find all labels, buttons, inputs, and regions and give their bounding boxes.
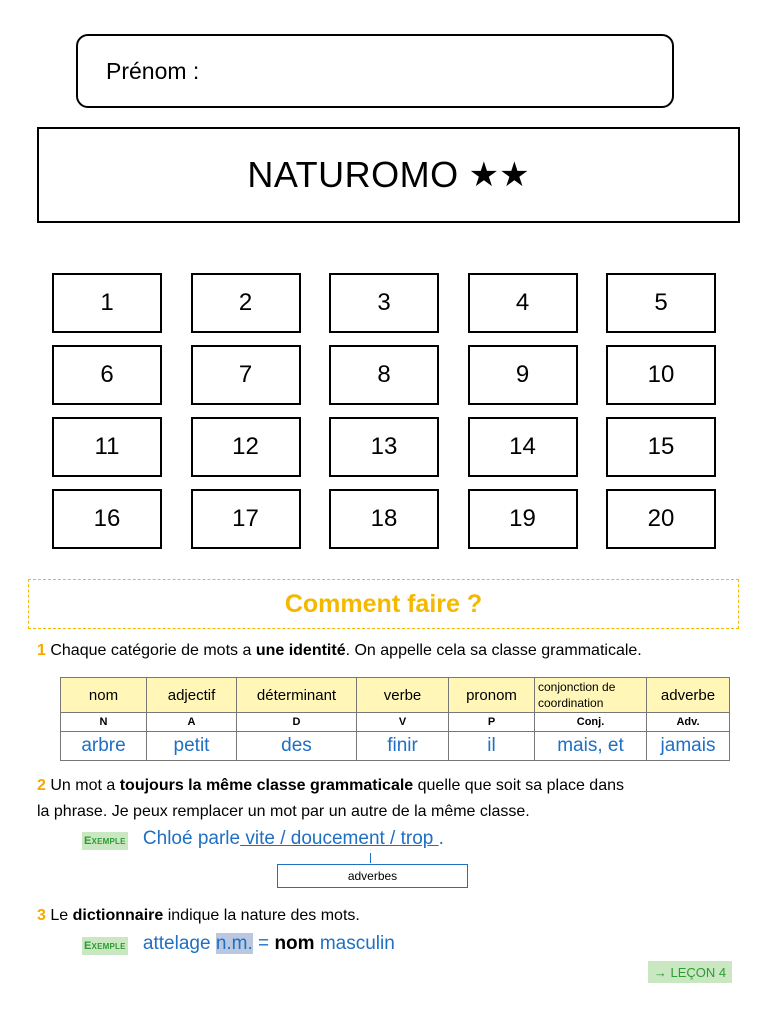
table-header: déterminant bbox=[237, 678, 357, 713]
table-header-row bbox=[61, 678, 730, 713]
table-cell: Adv. bbox=[647, 713, 730, 732]
example-text: masculin bbox=[314, 933, 395, 954]
rule-number: 1 bbox=[37, 642, 46, 659]
table-cell: jamais bbox=[647, 732, 730, 761]
table-header: pronom bbox=[449, 678, 535, 713]
number-cell: 20 bbox=[606, 489, 716, 549]
number-cell: 18 bbox=[329, 489, 439, 549]
example-underlined: vite / doucement / trop bbox=[240, 828, 439, 849]
rule-text: indique la nature des mots. bbox=[163, 907, 360, 924]
annotation-label: adverbes bbox=[347, 869, 398, 883]
example-text: Chloé parle bbox=[142, 828, 241, 849]
rule-bold: dictionnaire bbox=[72, 907, 164, 924]
number-cell: 16 bbox=[52, 489, 162, 549]
table-cell: Conj. bbox=[535, 713, 647, 732]
rule-bold: une identité bbox=[255, 642, 346, 659]
rule-text: Chaque catégorie de mots a bbox=[45, 642, 256, 659]
number-cell: 2 bbox=[191, 273, 301, 333]
table-header: adjectif bbox=[147, 678, 237, 713]
table-row bbox=[61, 732, 730, 761]
example-1 bbox=[82, 828, 444, 850]
number-grid bbox=[52, 273, 717, 556]
difficulty-stars-icon: ★★ bbox=[468, 156, 530, 194]
table-cell: arbre bbox=[61, 732, 147, 761]
table-cell: N bbox=[61, 713, 147, 732]
table-cell: petit bbox=[147, 732, 237, 761]
rule-text: quelle que soit sa place dans bbox=[413, 777, 624, 794]
rule-text: la phrase. Je peux remplacer un mot par un autre de la même classe. bbox=[37, 803, 530, 820]
example-text: . bbox=[438, 828, 444, 849]
table-header: conjonction de coordination bbox=[535, 678, 647, 713]
rule-number: 2 bbox=[37, 777, 46, 794]
annotation-connector bbox=[370, 853, 371, 863]
rule-number: 3 bbox=[37, 907, 46, 924]
rule-3 bbox=[37, 903, 737, 929]
number-cell: 4 bbox=[468, 273, 578, 333]
prenom-field[interactable] bbox=[76, 34, 674, 108]
rule-bold: toujours la même classe grammaticale bbox=[119, 777, 414, 794]
number-cell: 6 bbox=[52, 345, 162, 405]
example-text: attelage bbox=[142, 933, 216, 954]
lesson-link[interactable] bbox=[648, 961, 732, 983]
table-cell: il bbox=[449, 732, 535, 761]
number-cell: 5 bbox=[606, 273, 716, 333]
example-text: = bbox=[252, 933, 275, 954]
table-cell: P bbox=[449, 713, 535, 732]
table-header: adverbe bbox=[647, 678, 730, 713]
number-cell: 13 bbox=[329, 417, 439, 477]
highlighted-abbreviation: n.m. bbox=[215, 933, 253, 954]
example-bold: nom bbox=[274, 933, 315, 954]
rule-text: Un mot a bbox=[45, 777, 120, 794]
lesson-link-label: → LEÇON 4 bbox=[653, 964, 727, 980]
table-cell: D bbox=[237, 713, 357, 732]
table-row bbox=[61, 713, 730, 732]
number-cell: 11 bbox=[52, 417, 162, 477]
number-cell: 7 bbox=[191, 345, 301, 405]
table-cell: des bbox=[237, 732, 357, 761]
example-2 bbox=[82, 933, 395, 955]
number-cell: 10 bbox=[606, 345, 716, 405]
number-cell: 9 bbox=[468, 345, 578, 405]
rule-2 bbox=[37, 773, 737, 825]
rule-text: . On appelle cela sa classe grammaticale. bbox=[345, 642, 642, 659]
page-title: NATUROMO bbox=[247, 154, 459, 195]
title-box bbox=[37, 127, 740, 223]
table-cell: V bbox=[357, 713, 449, 732]
example-tag: Exemple bbox=[82, 832, 128, 850]
rule-text: Le bbox=[45, 907, 73, 924]
table-header: verbe bbox=[357, 678, 449, 713]
number-cell: 8 bbox=[329, 345, 439, 405]
number-cell: 14 bbox=[468, 417, 578, 477]
number-cell: 19 bbox=[468, 489, 578, 549]
number-cell: 12 bbox=[191, 417, 301, 477]
grammar-table bbox=[60, 677, 730, 761]
number-cell: 17 bbox=[191, 489, 301, 549]
example-tag: Exemple bbox=[82, 937, 128, 955]
table-cell: A bbox=[147, 713, 237, 732]
table-cell: mais, et bbox=[535, 732, 647, 761]
how-to-title: Comment faire ? bbox=[284, 589, 483, 618]
rule-1 bbox=[37, 638, 737, 664]
number-cell: 15 bbox=[606, 417, 716, 477]
number-cell: 1 bbox=[52, 273, 162, 333]
number-cell: 3 bbox=[329, 273, 439, 333]
table-header: nom bbox=[61, 678, 147, 713]
annotation-box bbox=[277, 864, 468, 888]
table-cell: finir bbox=[357, 732, 449, 761]
prenom-label: Prénom : bbox=[106, 58, 200, 84]
how-to-box bbox=[28, 579, 739, 629]
